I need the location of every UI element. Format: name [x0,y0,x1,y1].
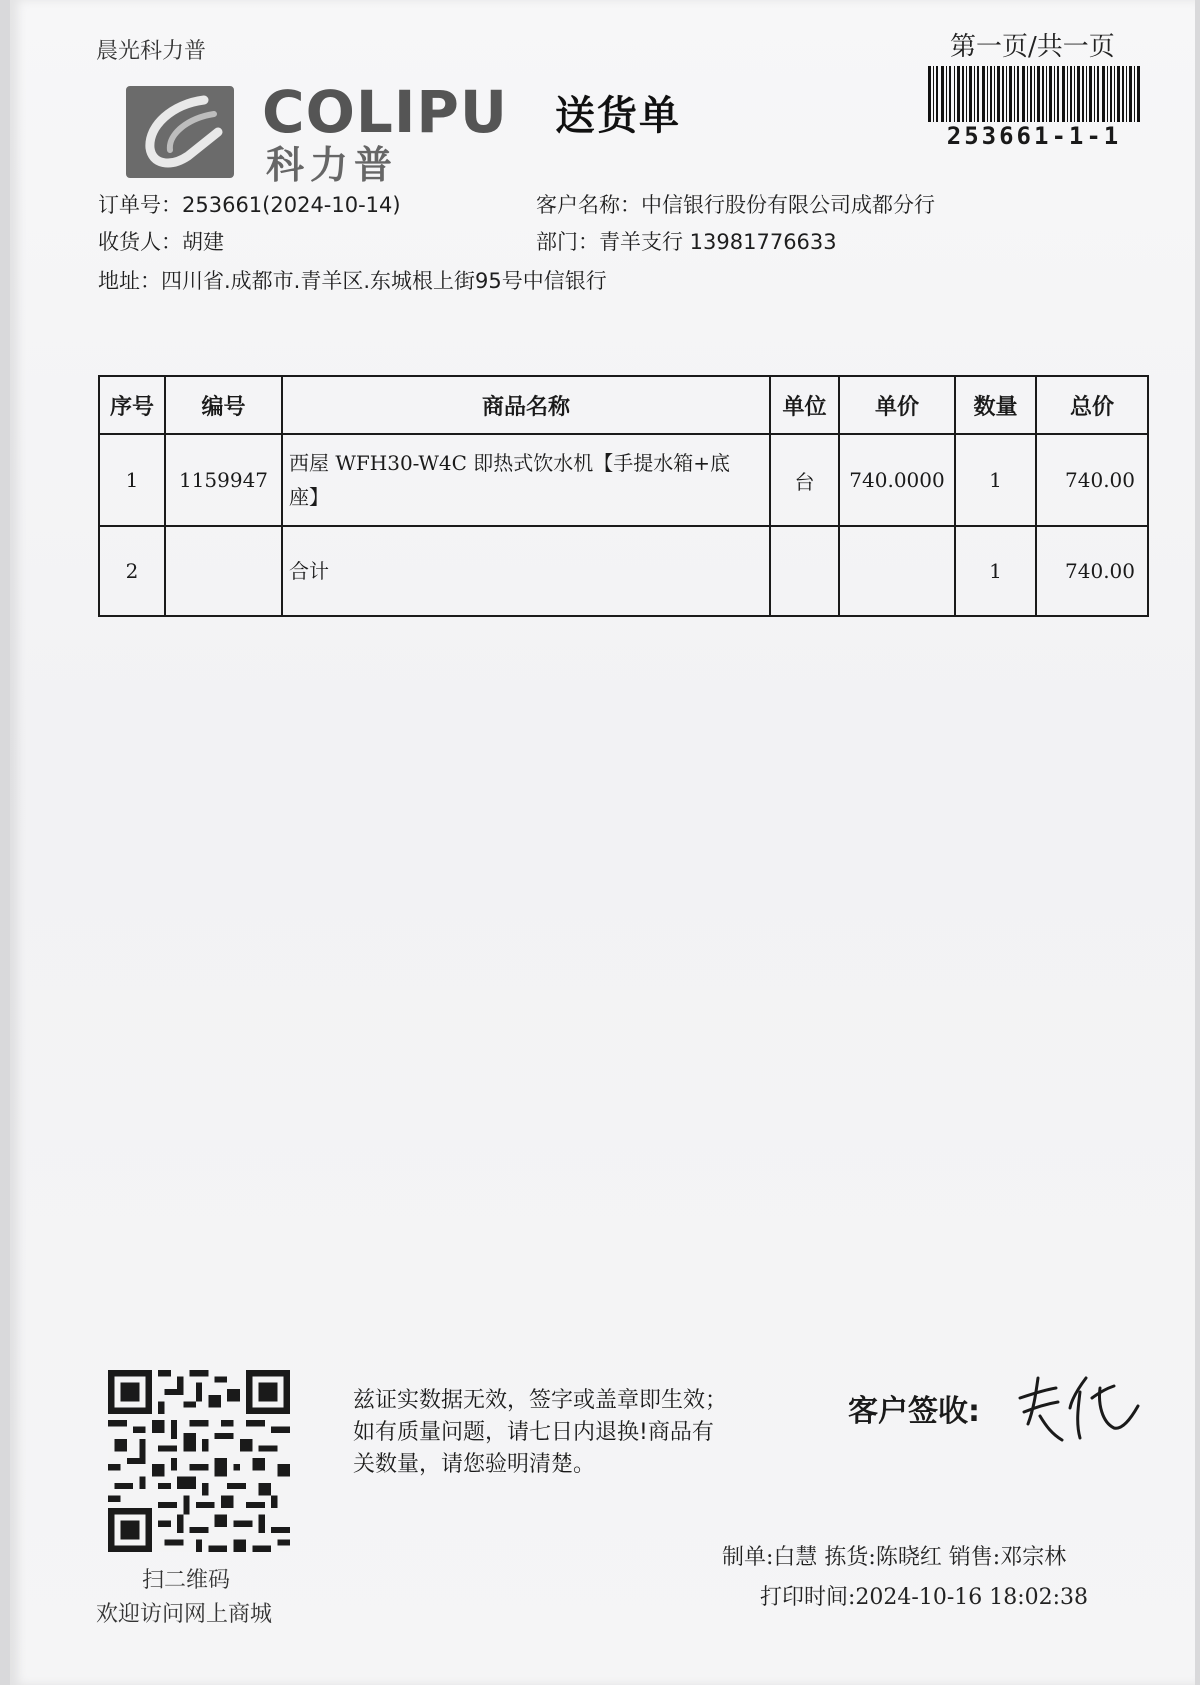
header-quantity: 数量 [955,376,1036,434]
qr-caption-welcome: 欢迎访问网上商城 [96,1602,273,1627]
notice-line: 关数量，请您验明清楚。 [353,1452,596,1477]
receiver-name: 收货人：胡建 [98,230,224,254]
staff-info: 制单:白慧 拣货:陈晓红 销售:邓宗林 [722,1545,1067,1570]
delivery-address: 地址：四川省.成都市.青羊区.东城根上街95号中信银行 [98,269,607,293]
header-product-name: 商品名称 [282,376,770,434]
table-row [99,526,1148,616]
barcode-number: 253661-1-1 [946,122,1122,150]
qr-code-icon [108,1370,290,1552]
cell-total: 740.00 [1036,434,1148,526]
product-name-line2: 座】 [289,485,329,509]
notice-text [353,1385,793,1481]
company-name: 晨光科力普 [96,39,207,64]
table-row [99,434,1148,526]
cell-product-name: 合计 [282,526,770,616]
product-name-line1: 西屋 WFH30-W4C 即热式饮水机【手提水箱+底 [289,451,731,475]
logo-wordmark-en: COLIPU [262,78,509,146]
colipu-logo-icon [126,86,234,178]
cell-unit [770,526,839,616]
cell-code: 1159947 [165,434,282,526]
cell-seq: 1 [99,434,165,526]
cell-unit-price [839,526,955,616]
header-code: 编号 [165,376,282,434]
cell-seq: 2 [99,526,165,616]
header-seq: 序号 [99,376,165,434]
items-table [98,375,1149,617]
barcode-icon [928,66,1140,122]
document-title: 送货单 [555,93,681,139]
cell-quantity: 1 [955,526,1036,616]
notice-line: 兹证实数据无效，签字或盖章即生效； [353,1388,728,1413]
logo-wordmark-cn: 科力普 [266,143,399,187]
cell-unit: 台 [770,434,839,526]
page-indicator: 第一页/共一页 [950,32,1115,62]
table-header-row [99,376,1148,434]
header-unit-price: 单价 [839,376,955,434]
customer-name: 客户名称：中信银行股份有限公司成都分行 [536,193,935,217]
customer-signature-label: 客户签收: [848,1394,980,1429]
delivery-note-paper [10,0,1195,1685]
department: 部门：青羊支行 13981776633 [536,230,837,254]
print-time: 打印时间:2024-10-16 18:02:38 [760,1585,1089,1610]
cell-product-name [282,434,770,526]
header-unit: 单位 [770,376,839,434]
header-total: 总价 [1036,376,1148,434]
order-number: 订单号：253661(2024-10-14) [98,193,401,217]
cell-unit-price: 740.0000 [839,434,955,526]
cell-code [165,526,282,616]
qr-caption-scan: 扫二维码 [142,1568,231,1593]
cell-total: 740.00 [1036,526,1148,616]
handwritten-signature [1010,1368,1145,1448]
cell-quantity: 1 [955,434,1036,526]
notice-line: 如有质量问题，请七日内退换!商品有 [353,1420,714,1445]
